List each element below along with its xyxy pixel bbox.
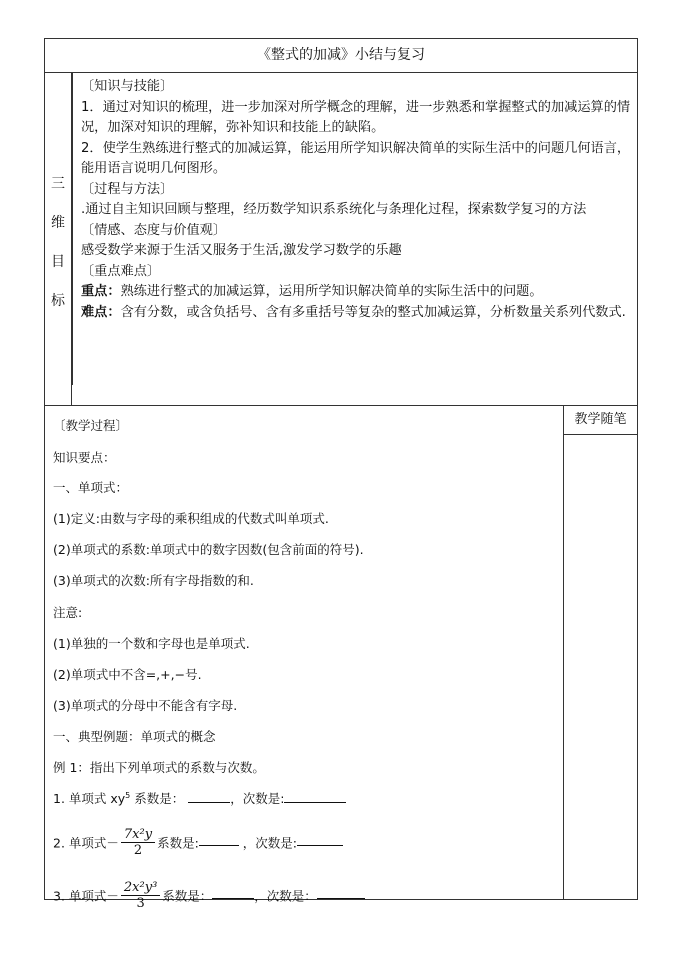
side-char-4: 标	[51, 293, 65, 309]
attitude-heading: 〔情感、态度与价值观〕	[81, 222, 227, 238]
process-main-column	[45, 406, 564, 911]
key-heading: 〔重点难点〕	[81, 263, 161, 279]
page-title: 《整式的加减》小结与复习	[45, 39, 637, 73]
process-heading: 〔教学过程〕	[53, 418, 129, 433]
example-1-exponent: 5	[125, 790, 131, 800]
example-3-degree-label: ，次数是：	[254, 888, 317, 904]
objectives-inner-border	[72, 73, 73, 385]
side-char-3: 目	[51, 254, 65, 270]
objectives-section	[45, 73, 637, 406]
degree-blank[interactable]	[284, 790, 346, 803]
example-2-fraction	[121, 827, 155, 858]
teaching-notes-header: 教学随笔	[564, 406, 637, 435]
process-line: (3)单项式的分母中不能含有字母.	[53, 698, 238, 713]
example-1	[53, 789, 346, 807]
example-2	[53, 827, 343, 858]
coefficient-blank[interactable]	[212, 886, 254, 899]
process-line: 知识要点：	[53, 450, 116, 465]
example-3-prefix: 3. 单项式－	[53, 888, 119, 904]
process-line: 一、单项式：	[53, 480, 129, 495]
key-label: 重点：	[81, 284, 121, 299]
knowledge-heading: 〔知识与技能〕	[81, 79, 174, 94]
teaching-process-section	[45, 406, 637, 911]
process-line: (1)定义:由数与字母的乘积组成的代数式叫单项式.	[53, 511, 329, 526]
process-text: .通过自主知识回顾与整理，经历数学知识系系统化与条理化过程，探索数学复习的方法	[81, 202, 587, 217]
process-line: (1)单独的一个数和字母也是单项式.	[53, 636, 250, 651]
lesson-plan-table	[44, 38, 638, 911]
difficult-label: 难点：	[81, 304, 121, 320]
example-3	[53, 880, 365, 911]
example-1-degree-label: ，次数是:	[230, 791, 285, 806]
example-3-fraction	[121, 880, 160, 911]
objectives-content	[81, 77, 633, 323]
coefficient-blank[interactable]	[188, 790, 230, 803]
process-line: 一、典型例题：单项式的概念	[53, 729, 216, 744]
process-line: 例 1：指出下列单项式的系数与次数。	[53, 760, 265, 775]
process-line: (2)单项式的系数:单项式中的数字因数(包含前面的符号).	[53, 542, 364, 557]
example-2-coef-label: 系数是:	[157, 835, 199, 851]
coefficient-blank[interactable]	[199, 833, 239, 846]
degree-blank[interactable]	[297, 833, 343, 846]
example-2-prefix: 2. 单项式－	[53, 835, 119, 851]
fraction-denominator: 3	[136, 896, 145, 911]
key-text: 熟练进行整式的加减运算，运用所学知识解决简单的实际生活中的问题。	[120, 284, 543, 299]
objectives-side-label	[45, 73, 72, 405]
knowledge-item-2: 2．使学生熟练进行整式的加减运算，能运用所学知识解决简单的实际生活中的问题几何语言，能用语言说明几何图形。	[81, 140, 631, 176]
side-char-1: 三	[51, 176, 65, 192]
fraction-denominator: 2	[133, 843, 143, 858]
process-line: (3)单项式的次数:所有字母指数的和.	[53, 573, 254, 588]
example-1-coef-label: 系数是：	[130, 791, 185, 806]
difficult-point	[81, 303, 633, 324]
process-heading: 〔过程与方法〕	[81, 181, 174, 197]
fraction-numerator: 7x²y	[121, 827, 155, 843]
example-1-prefix: 1. 单项式 xy	[53, 791, 126, 806]
process-line: (2)单项式中不含=,+,−号.	[53, 667, 202, 682]
process-line: 注意:	[53, 605, 83, 620]
difficult-text: 含有分数，或含负括号、含有多重括号等复杂的整式加减运算，分析数量关系列代数式.	[120, 304, 626, 320]
knowledge-item-1: 1．通过对知识的梳理，进一步加深对所学概念的理解，进一步熟悉和掌握整式的加减运算的情况，加深对知识的理解，弥补知识和技能上的缺陷。	[81, 99, 631, 135]
example-3-coef-label: 系数是：	[162, 888, 213, 904]
attitude-text: 感受数学来源于生活又服务于生活,激发学习数学的乐趣	[81, 243, 402, 258]
fraction-numerator: 2x²y³	[121, 880, 160, 896]
side-char-2: 维	[51, 215, 65, 231]
key-point	[81, 282, 633, 303]
degree-blank[interactable]	[317, 886, 365, 899]
example-2-degree-label: ，次数是:	[242, 835, 297, 851]
